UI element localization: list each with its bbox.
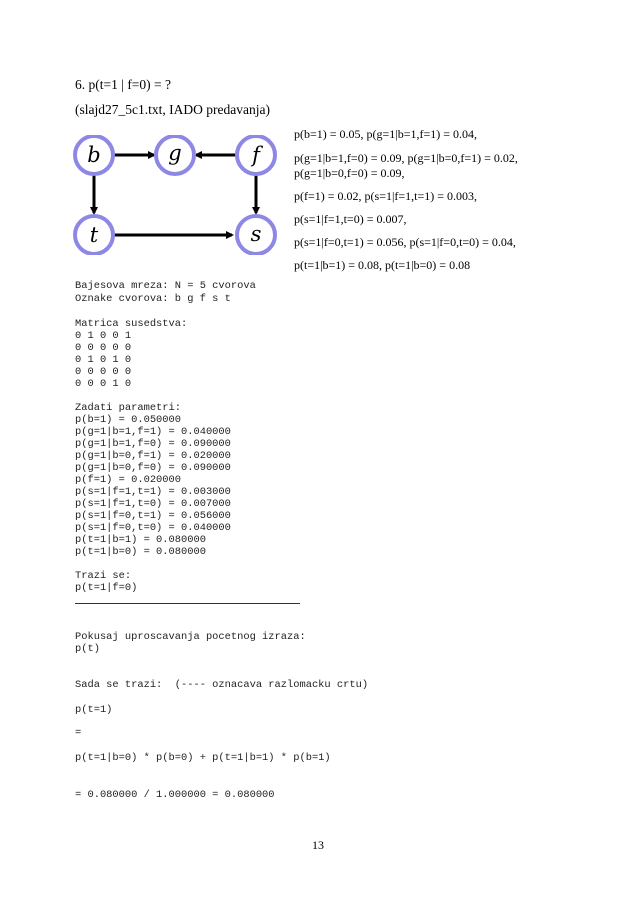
given-param: p(s=1|f=1,t=0) = 0.007000 xyxy=(75,498,231,510)
matrix-title: Matrica susedstva: xyxy=(75,318,188,330)
simplified-expression: p(t) xyxy=(75,643,100,655)
node-labels: Oznake cvorova: b g f s t xyxy=(75,293,231,305)
given-param: p(g=1|b=1,f=1) = 0.040000 xyxy=(75,426,231,438)
problem-title: 6. p(t=1 | f=0) = ? xyxy=(75,77,172,92)
param-line-4: p(f=1) = 0.02, p(s=1|f=1,t=1) = 0.003, xyxy=(294,189,477,203)
bayes-network-graph xyxy=(70,135,280,255)
node-g xyxy=(156,136,194,174)
given-param: p(g=1|b=0,f=0) = 0.090000 xyxy=(75,462,231,474)
node-f xyxy=(237,136,275,174)
param-line-3: p(g=1|b=0,f=0) = 0.09, xyxy=(294,166,405,180)
result-expression: = 0.080000 / 1.000000 = 0.080000 xyxy=(75,789,275,801)
now-expression: p(t=1) xyxy=(75,704,113,716)
now-title: Sada se trazi: (---- oznacava razlomacku crtu) xyxy=(75,679,369,691)
given-param: p(s=1|f=1,t=1) = 0.003000 xyxy=(75,486,231,498)
matrix-row: 0 1 0 1 0 xyxy=(75,354,132,366)
matrix-row: 0 1 0 0 1 xyxy=(75,330,132,342)
equals-sign: = xyxy=(75,727,82,739)
page-number: 13 xyxy=(312,838,324,852)
given-param: p(t=1|b=1) = 0.080000 xyxy=(75,534,206,546)
given-param: p(g=1|b=0,f=1) = 0.020000 xyxy=(75,450,231,462)
given-title: Zadati parametri: xyxy=(75,402,182,414)
svg-text:g: g xyxy=(168,141,182,165)
param-line-5: p(s=1|f=1,t=0) = 0.007, xyxy=(294,212,407,226)
param-line-1: p(b=1) = 0.05, p(g=1|b=1,f=1) = 0.04, xyxy=(294,127,477,141)
matrix-row: 0 0 0 0 0 xyxy=(75,342,132,354)
query-title: Trazi se: xyxy=(75,570,132,582)
query-expression: p(t=1|f=0) xyxy=(75,582,138,594)
problem-source: (slajd27_5c1.txt, IADO predavanja) xyxy=(75,102,270,117)
svg-text:s: s xyxy=(250,222,262,246)
expansion-expression: p(t=1|b=0) * p(b=0) + p(t=1|b=1) * p(b=1) xyxy=(75,752,331,764)
simplify-title: Pokusaj uproscavanja pocetnog izraza: xyxy=(75,631,306,643)
param-line-2: p(g=1|b=1,f=0) = 0.09, p(g=1|b=0,f=1) = 0.02, xyxy=(294,151,518,165)
svg-text:b: b xyxy=(87,143,101,167)
node-t xyxy=(75,216,113,254)
given-param: p(b=1) = 0.050000 xyxy=(75,414,182,426)
matrix-row: 0 0 0 0 0 xyxy=(75,366,132,378)
param-line-7: p(t=1|b=1) = 0.08, p(t=1|b=0) = 0.08 xyxy=(294,258,471,272)
svg-text:f: f xyxy=(252,143,260,167)
node-b xyxy=(75,136,113,174)
given-param: p(s=1|f=0,t=0) = 0.040000 xyxy=(75,522,231,534)
matrix-row: 0 0 0 1 0 xyxy=(75,378,132,390)
network-info: Bajesova mreza: N = 5 cvorova xyxy=(75,280,256,292)
param-line-6: p(s=1|f=0,t=1) = 0.056, p(s=1|f=0,t=0) = 0.04, xyxy=(294,235,516,249)
node-s xyxy=(237,216,275,254)
given-param: p(t=1|b=0) = 0.080000 xyxy=(75,546,206,558)
svg-text:t: t xyxy=(89,223,99,247)
given-param: p(f=1) = 0.020000 xyxy=(75,474,182,486)
given-param: p(s=1|f=0,t=1) = 0.056000 xyxy=(75,510,231,522)
separator-rule xyxy=(75,603,300,604)
given-param: p(g=1|b=1,f=0) = 0.090000 xyxy=(75,438,231,450)
